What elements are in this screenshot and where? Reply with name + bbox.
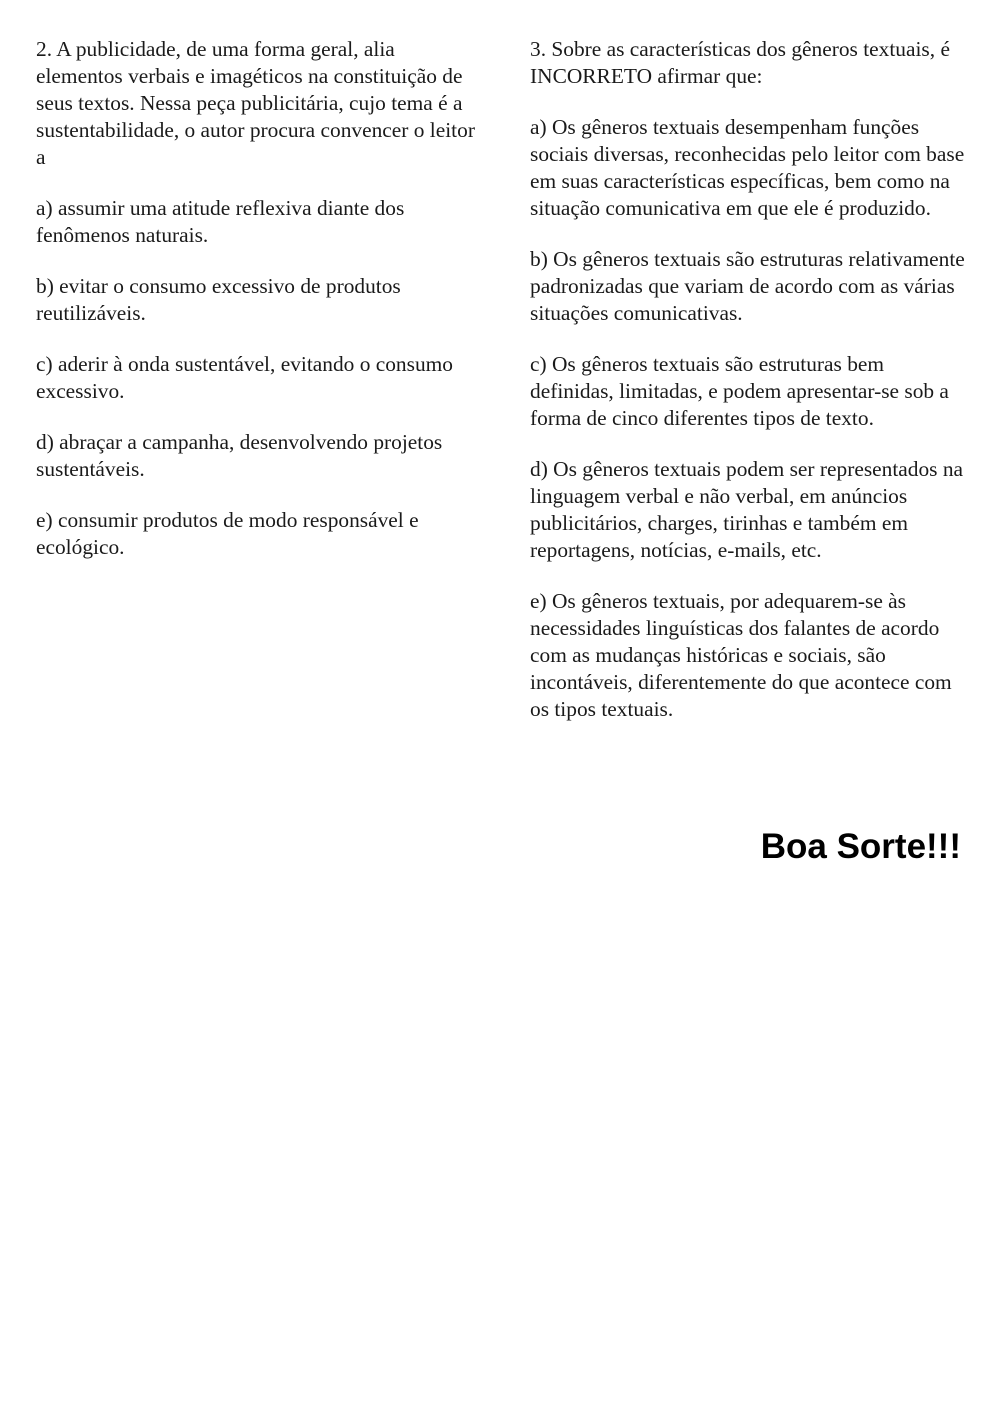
question-3-option-a: a) Os gêneros textuais desempenham funções sociais diversas, reconhecidas pelo leitor com base em suas características específicas, bem como na situação comunicativa em que ele é produzido. (530, 115, 965, 220)
question-2-option-a: a) assumir uma atitude reflexiva diante dos fenômenos naturais. (36, 196, 405, 247)
question-3-prompt: 3. Sobre as características dos gêneros textuais, é INCORRETO afirmar que: (530, 37, 950, 88)
question-3-option-e: e) Os gêneros textuais, por adequarem-se às necessidades linguísticas dos falantes de acordo com as mudanças históricas e sociais, são incontáveis, diferentemente do que acontece com os tipos textuais. (530, 589, 952, 721)
question-2-column (36, 36, 476, 585)
question-2-option-d: d) abraçar a campanha, desenvolvendo projetos sustentáveis. (36, 430, 443, 481)
question-3-option-b: b) Os gêneros textuais são estruturas relativamente padronizadas que variam de acordo com as várias situações comunicativas. (530, 247, 965, 325)
closing-message: Boa Sorte!!! (760, 827, 961, 866)
question-2-option-e: e) consumir produtos de modo responsável e ecológico. (36, 508, 419, 559)
question-3-column (530, 36, 970, 747)
question-3-option-c: c) Os gêneros textuais são estruturas bem definidas, limitadas, e podem apresentar-se sob a forma de cinco diferentes tipos de texto. (530, 352, 949, 430)
question-2-option-c: c) aderir à onda sustentável, evitando o consumo excessivo. (36, 352, 453, 403)
question-2-option-b: b) evitar o consumo excessivo de produtos reutilizáveis. (36, 274, 401, 325)
question-2-prompt: 2. A publicidade, de uma forma geral, alia elementos verbais e imagéticos na constituição de seus textos. Nessa peça publicitária, cujo tema é a sustentabilidade, o autor procura convencer o leitor a (36, 37, 475, 169)
question-3-option-d: d) Os gêneros textuais podem ser representados na linguagem verbal e não verbal, em anúncios publicitários, charges, tirinhas e também em reportagens, notícias, e-mails, etc. (530, 457, 964, 562)
